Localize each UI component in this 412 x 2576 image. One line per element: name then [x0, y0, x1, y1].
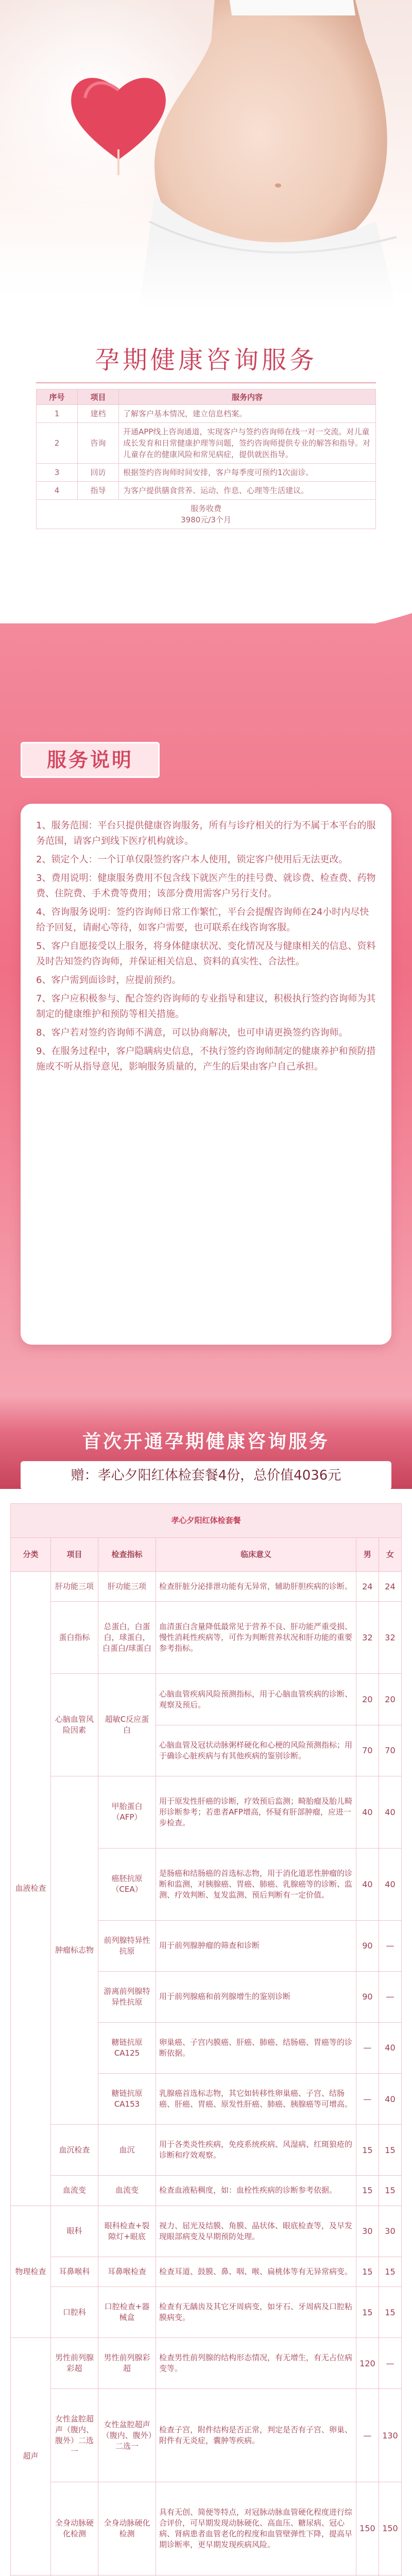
- cell-item: 口腔科: [51, 2286, 98, 2337]
- cell-male: 15: [356, 2176, 379, 2206]
- cell-female: 40: [379, 2073, 401, 2124]
- cell-meaning: 心脑血管疾病风险预测指标，用于心脑血管疾病的诊断、观察及预后。: [156, 1674, 356, 1725]
- cell-category: 物理检查: [11, 2206, 51, 2338]
- table-row: [11, 1602, 402, 1674]
- cell-female: 40: [379, 1848, 401, 1920]
- table-row: [11, 1776, 402, 1848]
- cell-index: 前列腺特异性抗原: [98, 1920, 156, 1971]
- cell-item: 回访: [78, 464, 119, 482]
- cell-index: 糖链抗原CA125: [98, 2022, 156, 2073]
- cell-female: 15: [379, 2176, 401, 2206]
- table-row: [11, 2176, 402, 2206]
- th-male: 男: [356, 1538, 379, 1572]
- fee-row: [37, 500, 376, 529]
- cell-female: 15: [379, 2286, 401, 2337]
- cell-index: 全身动脉硬化检测: [98, 2482, 156, 2575]
- cell-female: 15: [379, 2257, 401, 2286]
- cell-meaning: 用于前列腺肿瘤的筛查和诊断: [156, 1920, 356, 1971]
- cell-no: 4: [37, 482, 78, 500]
- table-row: [37, 423, 376, 464]
- cell-no: 3: [37, 464, 78, 482]
- cell-meaning: 乳腺癌首选标志物，其它如转移性卵巢癌、子宫、结肠癌、肝癌、胃癌、原发性肝癌、肺癌、胰腺癌等可增高。: [156, 2073, 356, 2124]
- th-category: 分类: [11, 1538, 51, 1572]
- cell-male: 40: [356, 1848, 379, 1920]
- th-item: 项目: [51, 1538, 98, 1572]
- cell-female: 30: [379, 2206, 401, 2257]
- th-female: 女: [379, 1538, 401, 1572]
- note-item: 2、锁定个人：一个订单仅限签约客户本人使用，锁定客户使用后无法更改。: [36, 854, 348, 865]
- cell-female: 40: [379, 2022, 401, 2073]
- table-row: [11, 2125, 402, 2176]
- gift-text: 赠：孝心夕阳红体检套餐4份，总价值4036元: [71, 1468, 341, 1483]
- title-divider: [36, 382, 376, 383]
- cell-male: 90: [356, 1971, 379, 2022]
- cell-meaning: 具有无创、简便等特点，对冠脉动脉血管硬化程度进行综合评价，可早期发现动脉硬化、高血压、糖尿病、冠心病、肾病患者血管老化的程度和血管壁弹性下降，提高早期诊断率，更早期发现疾病风险。: [156, 2482, 356, 2575]
- cell-male: 30: [356, 2206, 379, 2257]
- cell-item: 血沉检查: [51, 2125, 98, 2176]
- cell-no: 1: [37, 405, 78, 423]
- th-content: 服务内容: [119, 389, 376, 405]
- cell-index: 肝功能三项: [98, 1572, 156, 1602]
- cell-index: 糖链抗原CA153: [98, 2073, 156, 2124]
- table-row: [11, 2206, 402, 2257]
- cell-index: 女性盆腔超声（腹内、腹外）二选一: [98, 2389, 156, 2482]
- th-meaning: 临床意义: [156, 1538, 356, 1572]
- fee-cell: [37, 500, 376, 529]
- heart-icon: [62, 62, 175, 175]
- cell-meaning: 检查子宫，附件结构是否正常，判定是否有子宫、卵巢、附件有无炎症，囊肿等疾病。: [156, 2389, 356, 2482]
- cell-meaning: 用于各类炎性疾病，免疫系统疾病、风湿病、红斑狼疮的诊断和疗效观察。: [156, 2125, 356, 2176]
- note-item: 7、客户应积极参与、配合签约咨询师的专业指导和建议，积极执行签约咨询师为其制定的健康维护和预防等相关措施。: [36, 993, 376, 1020]
- section-title-first-open: 首次开通孕期健康咨询服务: [82, 1431, 330, 1452]
- table-row: [11, 2286, 402, 2337]
- cell-index: 口腔检查+器械盒: [98, 2286, 156, 2337]
- cell-male: 150: [356, 2482, 379, 2575]
- cell-meaning: 卵巢癌、子宫内膜癌、肝癌、肺癌、结肠癌、胃癌等的诊断依据。: [156, 2022, 356, 2073]
- cell-female: 40: [379, 1776, 401, 1848]
- table-row: [11, 2389, 402, 2482]
- hero-banner: [0, 0, 412, 309]
- th-no: 序号: [37, 389, 78, 405]
- cell-male: 24: [356, 1572, 379, 1602]
- cell-index: 耳鼻喉检查: [98, 2257, 156, 2286]
- note-item: 1、服务范围：平台只提供健康咨询服务，所有与诊疗相关的行为不属于本平台的服务范围，请客户到线下医疗机构就诊。: [36, 820, 376, 846]
- checkup-package-table: [10, 1503, 402, 2576]
- cell-index: 眼科检查+裂隙灯+眼底: [98, 2206, 156, 2257]
- table-row: [11, 2257, 402, 2286]
- cell-meaning: 检查男性前列腺的结构形态情况，有无增生，有无占位病变等。: [156, 2338, 356, 2389]
- cell-female: 20: [379, 1674, 401, 1725]
- cell-index: 男性前列腺彩超: [98, 2338, 156, 2389]
- table-row: [11, 2482, 402, 2575]
- cell-content: 为客户提供膳食营养、运动、作息、心理等生活建议。: [119, 482, 376, 500]
- cell-male: —: [356, 2073, 379, 2124]
- cell-index: 甲胎蛋白（AFP）: [98, 1776, 156, 1848]
- fee-label: 服务收费: [190, 504, 221, 513]
- th-item: 项目: [78, 389, 119, 405]
- table-caption: 孝心夕阳红体检套餐: [11, 1504, 402, 1538]
- note-item: 3、费用说明：健康服务费用不包含线下就医产生的挂号费、就诊费、检查费、药物费、住院费、手术费等费用；该部分费用需客户另行支付。: [36, 873, 376, 899]
- cell-meaning: 检查血液粘稠度，如：血栓性疾病的诊断参考依据。: [156, 2176, 356, 2206]
- cell-female: 150: [379, 2482, 401, 2575]
- cell-item: 肝功能三项: [51, 1572, 98, 1602]
- cell-male: 15: [356, 2257, 379, 2286]
- cell-meaning: 检查有无龋齿及其它牙周病变，如牙石、牙周病及口腔粘膜病变。: [156, 2286, 356, 2337]
- cell-item: 血流变: [51, 2176, 98, 2206]
- cell-item: 眼科: [51, 2206, 98, 2257]
- cell-meaning: 血清蛋白含量降低最常见于营养不良、肝功能严重受损、慢性消耗性疾病等，可作为判断营养状况和肝功能的重要参考指标。: [156, 1602, 356, 1674]
- section-title-consult: 孕期健康咨询服务: [94, 346, 317, 375]
- table-row: [37, 482, 376, 500]
- cell-item: 心脑血管风险因素: [51, 1674, 98, 1776]
- cell-female: —: [379, 1920, 401, 1971]
- cell-content: 根据签约咨询师时间安排，客户每季度可预约1次面诊。: [119, 464, 376, 482]
- cell-item: 蛋白指标: [51, 1602, 98, 1674]
- note-item: 4、咨询服务说明：签约咨询师日常工作繁忙，平台会提醒咨询师在24小时内尽快给予回复，请耐心等待，如客户需要，也可联系在线咨询客服。: [36, 907, 369, 933]
- table-row: [37, 405, 376, 423]
- th-index: 检查指标: [98, 1538, 156, 1572]
- note-item: 6、客户需到面诊时，应提前预约。: [36, 975, 181, 986]
- cell-meaning: 检查耳道、鼓膜、鼻、咽、喉、扁桃体等有无异常病变。: [156, 2257, 356, 2286]
- cell-item: 建档: [78, 405, 119, 423]
- cell-category: 血液检查: [11, 1572, 51, 2206]
- table-row: [11, 2338, 402, 2389]
- notes-list: [36, 818, 376, 1078]
- service-table: [36, 389, 376, 529]
- table-row: [11, 1674, 402, 1725]
- cell-male: —: [356, 2022, 379, 2073]
- cell-male: 15: [356, 2286, 379, 2337]
- cell-female: 130: [379, 2389, 401, 2482]
- cell-female: 32: [379, 1602, 401, 1674]
- cell-meaning: 用于原发性肝癌的诊断，疗效预后监测；畸胎瘤及胎儿畸形诊断参考；若患者AFP增高，怀疑有肝部肿瘤，应进一步检查。: [156, 1776, 356, 1848]
- cell-female: 24: [379, 1572, 401, 1602]
- cell-female: —: [379, 1971, 401, 2022]
- cell-female: —: [379, 2338, 401, 2389]
- cell-index: 血沉: [98, 2125, 156, 2176]
- cell-male: 15: [356, 2125, 379, 2176]
- cell-female: 15: [379, 2125, 401, 2176]
- note-item: 8、客户若对签约咨询师不满意，可以协商解决，也可申请更换签约咨询师。: [36, 1027, 348, 1038]
- cell-male: 90: [356, 1920, 379, 1971]
- cell-content: 了解客户基本情况，建立信息档案。: [119, 405, 376, 423]
- cell-index: 游离前列腺特异性抗原: [98, 1971, 156, 2022]
- table-row: [11, 1572, 402, 1602]
- cell-item: 男性前列腺彩超: [51, 2338, 98, 2389]
- cell-male: 70: [356, 1725, 379, 1776]
- table-row: [37, 464, 376, 482]
- note-item: 9、在服务过程中，客户隐瞒病史信息，不执行签约咨询师制定的健康养护和预防措施或不听从指导意见，影响服务质量的，产生的后果由客户自己承担。: [36, 1046, 376, 1072]
- cell-item: 全身动脉硬化检测: [51, 2482, 98, 2575]
- cell-meaning: 视力、屈光及结膜、角膜、晶状体、眼底检查等，及早发现眼部病变及早期预防处理。: [156, 2206, 356, 2257]
- cell-male: 20: [356, 1674, 379, 1725]
- cell-item: 肿瘤标志物: [51, 1776, 98, 2124]
- cell-index: 超敏C反应蛋白: [98, 1674, 156, 1776]
- notes-badge: 服务说明: [46, 748, 133, 771]
- cell-female: 70: [379, 1725, 401, 1776]
- cell-meaning: 心脑血管及冠状动脉粥样硬化和心梗的风险预测指标；用于确诊心脏疾病与有其他疾病的鉴别诊断。: [156, 1725, 356, 1776]
- cell-index: 癌胚抗原（CEA）: [98, 1848, 156, 1920]
- cell-male: 32: [356, 1602, 379, 1674]
- cell-item: 耳鼻喉科: [51, 2257, 98, 2286]
- cell-male: 120: [356, 2338, 379, 2389]
- cell-item: 咨询: [78, 423, 119, 464]
- cell-meaning: 用于前列腺癌和前列腺增生的鉴别诊断: [156, 1971, 356, 2022]
- cell-content: 开通APP线上咨询通道，实现客户与签约咨询师在线一对一交流。对儿童成长发育和日常健康护理等问题，签约咨询师提供专业的解答和指导。对儿童存在的健康风险和常见病症，提供就医指导。: [119, 423, 376, 464]
- cell-male: 40: [356, 1776, 379, 1848]
- cell-meaning: 是肠癌和结肠癌的首选标志物，用于消化道恶性肿瘤的诊断和监测，对胰腺癌、胃癌、肺癌、乳腺癌等的诊断、监测、疗效判断、复发监测、预后判断有一定价值。: [156, 1848, 356, 1920]
- cell-meaning: 检查肝脏分泌排泄功能有无异常，辅助肝胆疾病的诊断。: [156, 1572, 356, 1602]
- fee-value: 3980元/3个月: [181, 515, 231, 524]
- cell-item: 指导: [78, 482, 119, 500]
- cell-category: 超声: [11, 2338, 51, 2575]
- cell-item: 女性盆腔超声（腹内、腹外）二选一: [51, 2389, 98, 2482]
- note-item: 5、客户自愿接受以上服务，将身体健康状况、变化情况及与健康相关的信息、资料及时告知签约咨询师，并保证相关信息、资料的真实性、合法性。: [36, 941, 376, 967]
- cell-male: —: [356, 2389, 379, 2482]
- cell-index: 血流变: [98, 2176, 156, 2206]
- cell-no: 2: [37, 423, 78, 464]
- cell-index: 总蛋白，白蛋白，球蛋白，白蛋白/球蛋白: [98, 1602, 156, 1674]
